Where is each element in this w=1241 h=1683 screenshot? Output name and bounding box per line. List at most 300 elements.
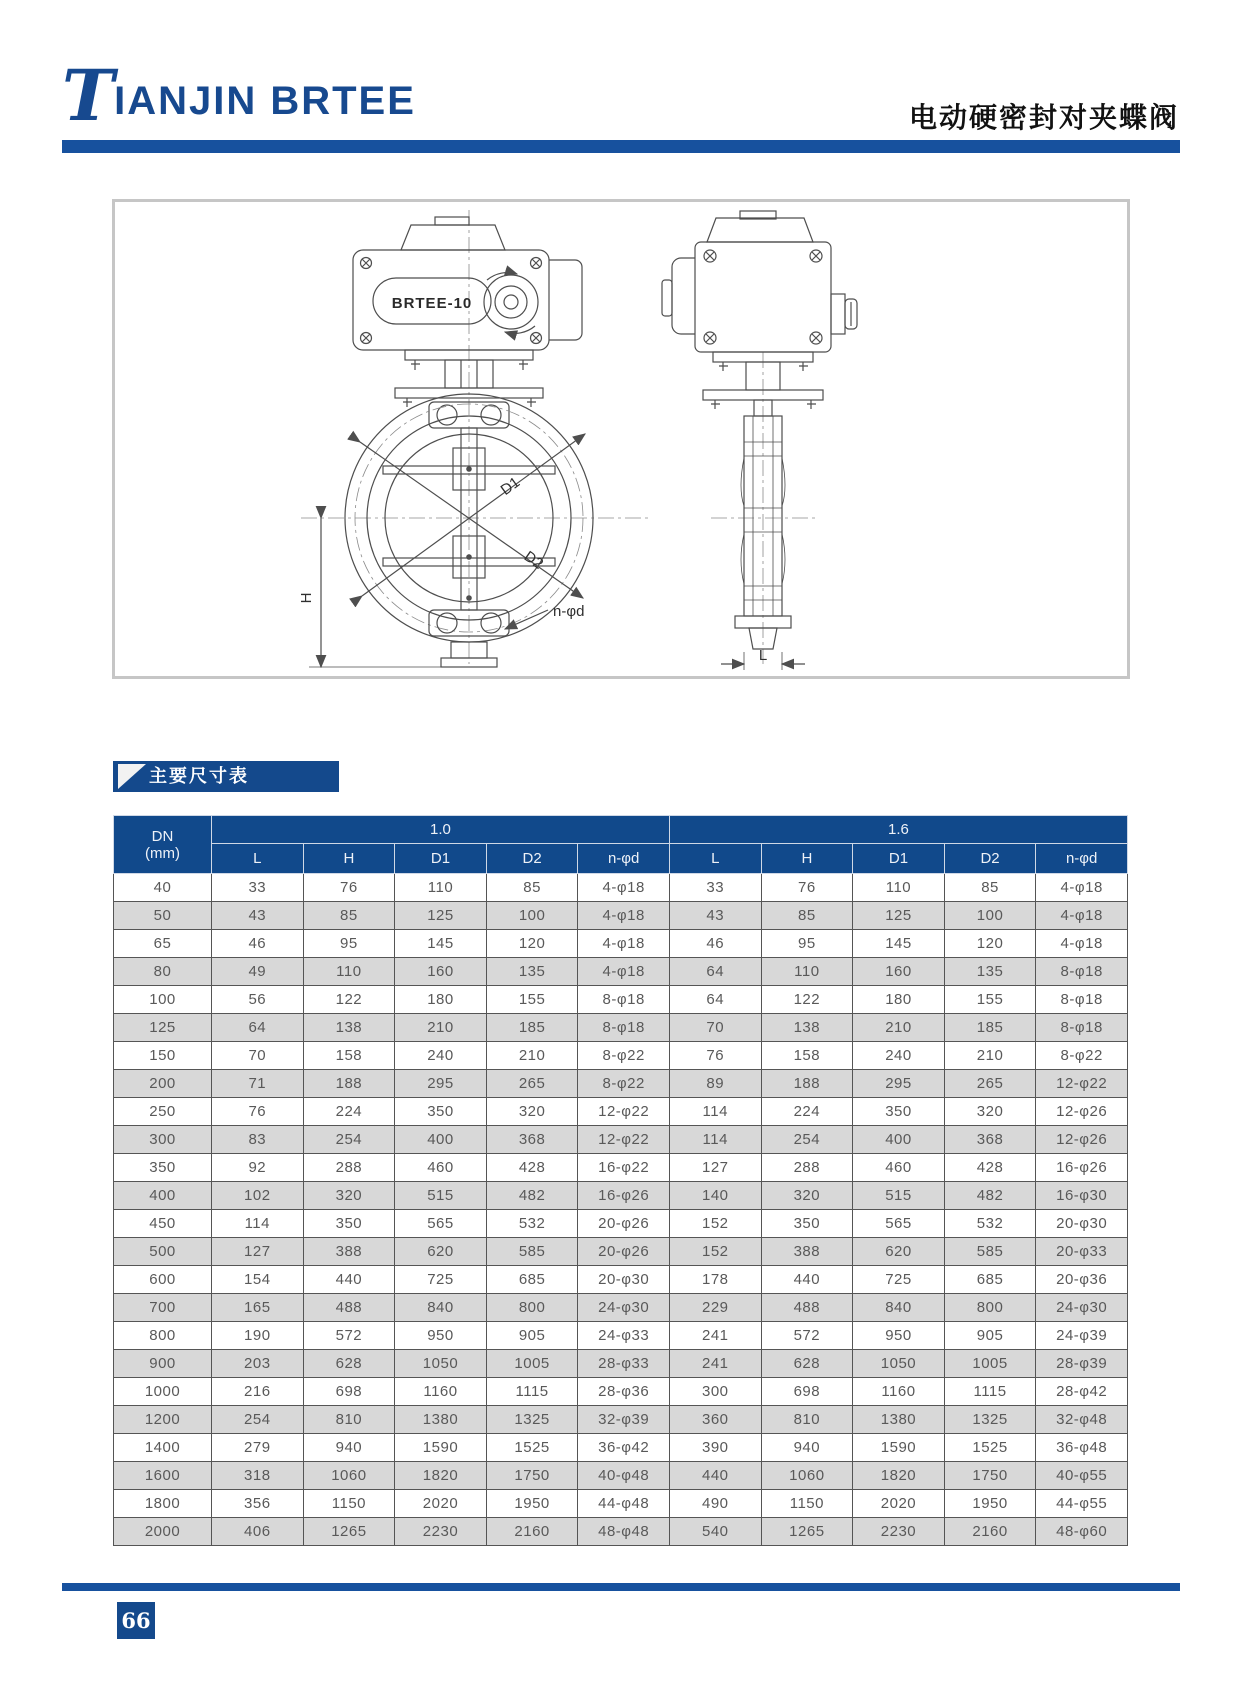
dim-cell: 100	[944, 902, 1036, 930]
side-view	[662, 211, 857, 670]
dim-cell: 12-φ26	[1036, 1098, 1128, 1126]
col-header-nphid: n-φd	[578, 844, 670, 874]
dim-cell: 1265	[761, 1518, 853, 1546]
dim-cell: 572	[303, 1322, 395, 1350]
dim-cell: 4-φ18	[578, 930, 670, 958]
dim-cell: 288	[303, 1154, 395, 1182]
dim-cell: 125	[853, 902, 945, 930]
dim-cell: 28-φ39	[1036, 1350, 1128, 1378]
dim-cell: 490	[669, 1490, 761, 1518]
dim-cell: 20-φ33	[1036, 1238, 1128, 1266]
dim-cell: 46	[669, 930, 761, 958]
dim-cell: 905	[486, 1322, 578, 1350]
dim-cell: 1380	[395, 1406, 487, 1434]
dim-cell: 229	[669, 1294, 761, 1322]
dim-cell: 1525	[944, 1434, 1036, 1462]
dim-cell: 368	[944, 1126, 1036, 1154]
dim-cell: 138	[303, 1014, 395, 1042]
dim-cell: 572	[761, 1322, 853, 1350]
dim-bolt-holes-label: n-φd	[553, 603, 585, 620]
dim-cell: 16-φ30	[1036, 1182, 1128, 1210]
dim-cell: 320	[303, 1182, 395, 1210]
dim-cell: 95	[303, 930, 395, 958]
dim-cell: 1325	[486, 1406, 578, 1434]
table-row	[114, 1434, 1128, 1462]
dim-cell: 20-φ26	[578, 1238, 670, 1266]
dimensions-table-body	[114, 874, 1128, 1546]
dim-cell: 76	[761, 874, 853, 902]
dim-cell: 254	[761, 1126, 853, 1154]
dim-cell: 135	[944, 958, 1036, 986]
dim-cell: 1325	[944, 1406, 1036, 1434]
dim-cell: 180	[853, 986, 945, 1014]
dim-cell: 725	[853, 1266, 945, 1294]
table-group-header-row	[114, 816, 1128, 844]
dim-cell: 905	[944, 1322, 1036, 1350]
dim-cell: 950	[853, 1322, 945, 1350]
dim-cell: 36-φ42	[578, 1434, 670, 1462]
dim-cell: 800	[486, 1294, 578, 1322]
dim-cell: 318	[212, 1462, 304, 1490]
dim-cell: 8-φ18	[578, 1014, 670, 1042]
dim-cell: 1750	[944, 1462, 1036, 1490]
dim-cell: 620	[853, 1238, 945, 1266]
dn-column-header	[114, 816, 212, 874]
dim-cell: 240	[395, 1042, 487, 1070]
brand-logo	[62, 54, 416, 137]
dim-cell: 110	[761, 958, 853, 986]
dim-cell: 488	[303, 1294, 395, 1322]
dim-cell: 1150	[303, 1490, 395, 1518]
dim-cell: 16-φ26	[1036, 1154, 1128, 1182]
dim-cell: 40-φ55	[1036, 1462, 1128, 1490]
product-title: 电动硬密封对夹蝶阀	[908, 102, 1179, 133]
dim-cell: 2230	[853, 1518, 945, 1546]
dim-cell: 8-φ18	[578, 986, 670, 1014]
dn-cell: 150	[114, 1042, 212, 1070]
table-row	[114, 1154, 1128, 1182]
dim-cell: 160	[853, 958, 945, 986]
dim-cell: 840	[395, 1294, 487, 1322]
dim-cell: 440	[669, 1462, 761, 1490]
dim-cell: 532	[486, 1210, 578, 1238]
dn-cell: 900	[114, 1350, 212, 1378]
dim-cell: 565	[395, 1210, 487, 1238]
dn-cell: 2000	[114, 1518, 212, 1546]
dim-cell: 350	[395, 1098, 487, 1126]
dim-cell: 460	[853, 1154, 945, 1182]
dim-cell: 950	[395, 1322, 487, 1350]
dim-cell: 1950	[486, 1490, 578, 1518]
dim-cell: 48-φ48	[578, 1518, 670, 1546]
dim-cell: 185	[944, 1014, 1036, 1042]
dim-cell: 152	[669, 1210, 761, 1238]
dim-cell: 76	[669, 1042, 761, 1070]
dim-cell: 158	[761, 1042, 853, 1070]
dim-cell: 1060	[303, 1462, 395, 1490]
dim-cell: 241	[669, 1350, 761, 1378]
dim-cell: 1820	[853, 1462, 945, 1490]
dim-cell: 2020	[395, 1490, 487, 1518]
dim-cell: 33	[212, 874, 304, 902]
dim-cell: 388	[303, 1238, 395, 1266]
dim-cell: 515	[395, 1182, 487, 1210]
dim-cell: 32-φ39	[578, 1406, 670, 1434]
dim-cell: 515	[853, 1182, 945, 1210]
dim-cell: 320	[486, 1098, 578, 1126]
dn-cell: 350	[114, 1154, 212, 1182]
dn-cell: 1800	[114, 1490, 212, 1518]
dim-cell: 20-φ36	[1036, 1266, 1128, 1294]
dim-cell: 24-φ33	[578, 1322, 670, 1350]
table-row	[114, 1322, 1128, 1350]
dim-cell: 85	[761, 902, 853, 930]
dim-cell: 127	[669, 1154, 761, 1182]
dim-cell: 1950	[944, 1490, 1036, 1518]
dim-cell: 4-φ18	[578, 958, 670, 986]
dim-cell: 1050	[395, 1350, 487, 1378]
technical-drawing-panel	[112, 199, 1130, 679]
dim-cell: 1525	[486, 1434, 578, 1462]
dim-cell: 2160	[944, 1518, 1036, 1546]
dn-cell: 65	[114, 930, 212, 958]
dn-cell: 1200	[114, 1406, 212, 1434]
dim-cell: 254	[303, 1126, 395, 1154]
table-row	[114, 1518, 1128, 1546]
dim-cell: 64	[669, 986, 761, 1014]
dim-cell: 155	[486, 986, 578, 1014]
dim-cell: 295	[395, 1070, 487, 1098]
pressure-group-1-6: 1.6	[669, 816, 1127, 844]
dim-cell: 628	[761, 1350, 853, 1378]
dim-cell: 85	[303, 902, 395, 930]
dim-cell: 178	[669, 1266, 761, 1294]
dim-cell: 28-φ36	[578, 1378, 670, 1406]
dim-cell: 300	[669, 1378, 761, 1406]
dim-cell: 28-φ42	[1036, 1378, 1128, 1406]
screw-icon	[704, 250, 822, 344]
dim-cell: 188	[303, 1070, 395, 1098]
dim-cell: 1005	[486, 1350, 578, 1378]
dim-cell: 482	[944, 1182, 1036, 1210]
dim-cell: 565	[853, 1210, 945, 1238]
dim-cell: 36-φ48	[1036, 1434, 1128, 1462]
dim-cell: 428	[944, 1154, 1036, 1182]
dim-cell: 188	[761, 1070, 853, 1098]
dim-cell: 1150	[761, 1490, 853, 1518]
dim-cell: 685	[944, 1266, 1036, 1294]
col-header-h: H	[303, 844, 395, 874]
dim-cell: 1115	[944, 1378, 1036, 1406]
dimensions-table	[113, 815, 1128, 1546]
dim-cell: 24-φ30	[578, 1294, 670, 1322]
front-view	[301, 210, 649, 667]
dim-cell: 8-φ22	[1036, 1042, 1128, 1070]
dn-cell: 125	[114, 1014, 212, 1042]
dim-cell: 800	[944, 1294, 1036, 1322]
dim-cell: 152	[669, 1238, 761, 1266]
table-row	[114, 1126, 1128, 1154]
dim-cell: 1005	[944, 1350, 1036, 1378]
dim-cell: 8-φ18	[1036, 1014, 1128, 1042]
dim-cell: 265	[944, 1070, 1036, 1098]
dim-cell: 320	[944, 1098, 1036, 1126]
dim-cell: 165	[212, 1294, 304, 1322]
dn-cell: 200	[114, 1070, 212, 1098]
dim-cell: 725	[395, 1266, 487, 1294]
dim-cell: 8-φ18	[1036, 958, 1128, 986]
dim-cell: 122	[761, 986, 853, 1014]
dn-cell: 500	[114, 1238, 212, 1266]
dim-cell: 4-φ18	[578, 902, 670, 930]
dim-cell: 400	[395, 1126, 487, 1154]
dim-d1-label: D1	[497, 473, 524, 499]
dim-cell: 840	[853, 1294, 945, 1322]
dim-cell: 20-φ30	[578, 1266, 670, 1294]
table-row	[114, 1042, 1128, 1070]
footer-rule	[62, 1583, 1180, 1591]
dim-cell: 388	[761, 1238, 853, 1266]
dim-cell: 120	[486, 930, 578, 958]
dim-cell: 24-φ39	[1036, 1322, 1128, 1350]
dim-cell: 190	[212, 1322, 304, 1350]
col-header-nphid: n-φd	[1036, 844, 1128, 874]
dim-cell: 1380	[853, 1406, 945, 1434]
dim-cell: 428	[486, 1154, 578, 1182]
dim-cell: 155	[944, 986, 1036, 1014]
dim-cell: 140	[669, 1182, 761, 1210]
dim-cell: 240	[853, 1042, 945, 1070]
dim-cell: 2230	[395, 1518, 487, 1546]
section-flag-icon	[118, 764, 146, 789]
dim-cell: 138	[761, 1014, 853, 1042]
actuator-model-label: BRTEE-10	[391, 295, 473, 312]
dim-cell: 16-φ26	[578, 1182, 670, 1210]
dim-cell: 460	[395, 1154, 487, 1182]
table-row	[114, 1490, 1128, 1518]
dim-cell: 1750	[486, 1462, 578, 1490]
dim-cell: 940	[761, 1434, 853, 1462]
dim-cell: 12-φ26	[1036, 1126, 1128, 1154]
dn-cell: 800	[114, 1322, 212, 1350]
dn-cell: 1400	[114, 1434, 212, 1462]
table-row	[114, 930, 1128, 958]
dim-cell: 540	[669, 1518, 761, 1546]
table-row	[114, 958, 1128, 986]
table-row	[114, 1238, 1128, 1266]
dim-cell: 102	[212, 1182, 304, 1210]
table-row	[114, 874, 1128, 902]
col-header-d1: D1	[853, 844, 945, 874]
page-number-badge: 66	[117, 1602, 155, 1639]
dim-cell: 95	[761, 930, 853, 958]
dim-cell: 56	[212, 986, 304, 1014]
dim-cell: 114	[669, 1126, 761, 1154]
dim-cell: 135	[486, 958, 578, 986]
dim-cell: 440	[761, 1266, 853, 1294]
dim-cell: 1160	[853, 1378, 945, 1406]
dim-cell: 12-φ22	[578, 1098, 670, 1126]
table-row	[114, 1070, 1128, 1098]
dim-cell: 4-φ18	[578, 874, 670, 902]
dim-cell: 488	[761, 1294, 853, 1322]
dim-cell: 154	[212, 1266, 304, 1294]
dn-cell: 600	[114, 1266, 212, 1294]
dn-unit: (mm)	[145, 844, 180, 862]
dim-d2-label: D2	[520, 547, 547, 573]
dim-cell: 4-φ18	[1036, 930, 1128, 958]
dim-cell: 180	[395, 986, 487, 1014]
dim-cell: 8-φ22	[578, 1070, 670, 1098]
dim-cell: 440	[303, 1266, 395, 1294]
dim-cell: 85	[944, 874, 1036, 902]
table-row	[114, 902, 1128, 930]
table-row	[114, 1406, 1128, 1434]
dim-cell: 24-φ30	[1036, 1294, 1128, 1322]
dim-cell: 145	[853, 930, 945, 958]
dim-cell: 64	[669, 958, 761, 986]
dim-cell: 8-φ18	[1036, 986, 1128, 1014]
table-row	[114, 1014, 1128, 1042]
dim-l-label: L	[758, 647, 768, 664]
dim-cell: 279	[212, 1434, 304, 1462]
dim-cell: 4-φ18	[1036, 902, 1128, 930]
dim-cell: 224	[303, 1098, 395, 1126]
dn-label: DN	[151, 827, 174, 845]
dim-cell: 114	[669, 1098, 761, 1126]
dim-cell: 320	[761, 1182, 853, 1210]
dim-cell: 288	[761, 1154, 853, 1182]
dim-cell: 43	[669, 902, 761, 930]
pressure-group-1-0: 1.0	[212, 816, 670, 844]
section-title	[113, 761, 339, 792]
dim-cell: 110	[853, 874, 945, 902]
dim-cell: 1820	[395, 1462, 487, 1490]
dim-cell: 8-φ22	[578, 1042, 670, 1070]
dim-cell: 125	[395, 902, 487, 930]
dim-cell: 32-φ48	[1036, 1406, 1128, 1434]
table-row	[114, 986, 1128, 1014]
dim-cell: 1115	[486, 1378, 578, 1406]
dim-cell: 532	[944, 1210, 1036, 1238]
table-row	[114, 1350, 1128, 1378]
dn-cell: 50	[114, 902, 212, 930]
dim-cell: 33	[669, 874, 761, 902]
table-row	[114, 1210, 1128, 1238]
section-title-text: 主要尺寸表	[149, 766, 249, 786]
dim-cell: 265	[486, 1070, 578, 1098]
dim-cell: 48-φ60	[1036, 1518, 1128, 1546]
dim-cell: 482	[486, 1182, 578, 1210]
dim-cell: 110	[395, 874, 487, 902]
logo-text: IANJIN BRTEE	[114, 79, 416, 123]
col-header-l: L	[669, 844, 761, 874]
dn-cell: 1600	[114, 1462, 212, 1490]
dim-cell: 356	[212, 1490, 304, 1518]
dn-cell: 100	[114, 986, 212, 1014]
dim-cell: 628	[303, 1350, 395, 1378]
table-row	[114, 1462, 1128, 1490]
dim-cell: 1590	[395, 1434, 487, 1462]
dn-cell: 40	[114, 874, 212, 902]
dim-cell: 685	[486, 1266, 578, 1294]
dn-cell: 80	[114, 958, 212, 986]
valve-drawing	[115, 202, 1121, 670]
dim-cell: 203	[212, 1350, 304, 1378]
dim-cell: 85	[486, 874, 578, 902]
dim-cell: 2160	[486, 1518, 578, 1546]
dim-cell: 698	[761, 1378, 853, 1406]
dim-h-label: H	[298, 592, 315, 604]
col-header-d2: D2	[486, 844, 578, 874]
dim-cell: 70	[212, 1042, 304, 1070]
dim-cell: 400	[853, 1126, 945, 1154]
dn-cell: 400	[114, 1182, 212, 1210]
dim-cell: 49	[212, 958, 304, 986]
dim-cell: 89	[669, 1070, 761, 1098]
dim-cell: 254	[212, 1406, 304, 1434]
dn-cell: 1000	[114, 1378, 212, 1406]
dim-cell: 46	[212, 930, 304, 958]
dim-cell: 810	[761, 1406, 853, 1434]
dim-cell: 127	[212, 1238, 304, 1266]
dim-cell: 20-φ30	[1036, 1210, 1128, 1238]
dim-cell: 122	[303, 986, 395, 1014]
dim-cell: 224	[761, 1098, 853, 1126]
dim-cell: 44-φ48	[578, 1490, 670, 1518]
dn-cell: 700	[114, 1294, 212, 1322]
dim-cell: 360	[669, 1406, 761, 1434]
dn-cell: 300	[114, 1126, 212, 1154]
dim-cell: 295	[853, 1070, 945, 1098]
dim-cell: 40-φ48	[578, 1462, 670, 1490]
dim-cell: 43	[212, 902, 304, 930]
dim-cell: 1590	[853, 1434, 945, 1462]
dim-cell: 350	[853, 1098, 945, 1126]
dim-cell: 145	[395, 930, 487, 958]
dim-cell: 1050	[853, 1350, 945, 1378]
dim-cell: 76	[212, 1098, 304, 1126]
dim-cell: 210	[486, 1042, 578, 1070]
dim-cell: 20-φ26	[578, 1210, 670, 1238]
dim-cell: 12-φ22	[578, 1126, 670, 1154]
dim-cell: 185	[486, 1014, 578, 1042]
dim-cell: 160	[395, 958, 487, 986]
dim-cell: 698	[303, 1378, 395, 1406]
dn-cell: 250	[114, 1098, 212, 1126]
dim-cell: 216	[212, 1378, 304, 1406]
dim-cell: 810	[303, 1406, 395, 1434]
dim-cell: 210	[853, 1014, 945, 1042]
dim-cell: 210	[944, 1042, 1036, 1070]
table-row	[114, 1294, 1128, 1322]
dim-cell: 16-φ22	[578, 1154, 670, 1182]
dim-cell: 4-φ18	[1036, 874, 1128, 902]
col-header-d1: D1	[395, 844, 487, 874]
header-rule	[62, 140, 1180, 153]
dim-cell: 585	[486, 1238, 578, 1266]
dim-cell: 114	[212, 1210, 304, 1238]
table-row	[114, 1378, 1128, 1406]
dim-cell: 368	[486, 1126, 578, 1154]
col-header-d2: D2	[944, 844, 1036, 874]
dim-cell: 92	[212, 1154, 304, 1182]
table-sub-header-row	[114, 844, 1128, 874]
dim-cell: 120	[944, 930, 1036, 958]
dim-cell: 350	[303, 1210, 395, 1238]
dim-cell: 350	[761, 1210, 853, 1238]
dim-cell: 1160	[395, 1378, 487, 1406]
